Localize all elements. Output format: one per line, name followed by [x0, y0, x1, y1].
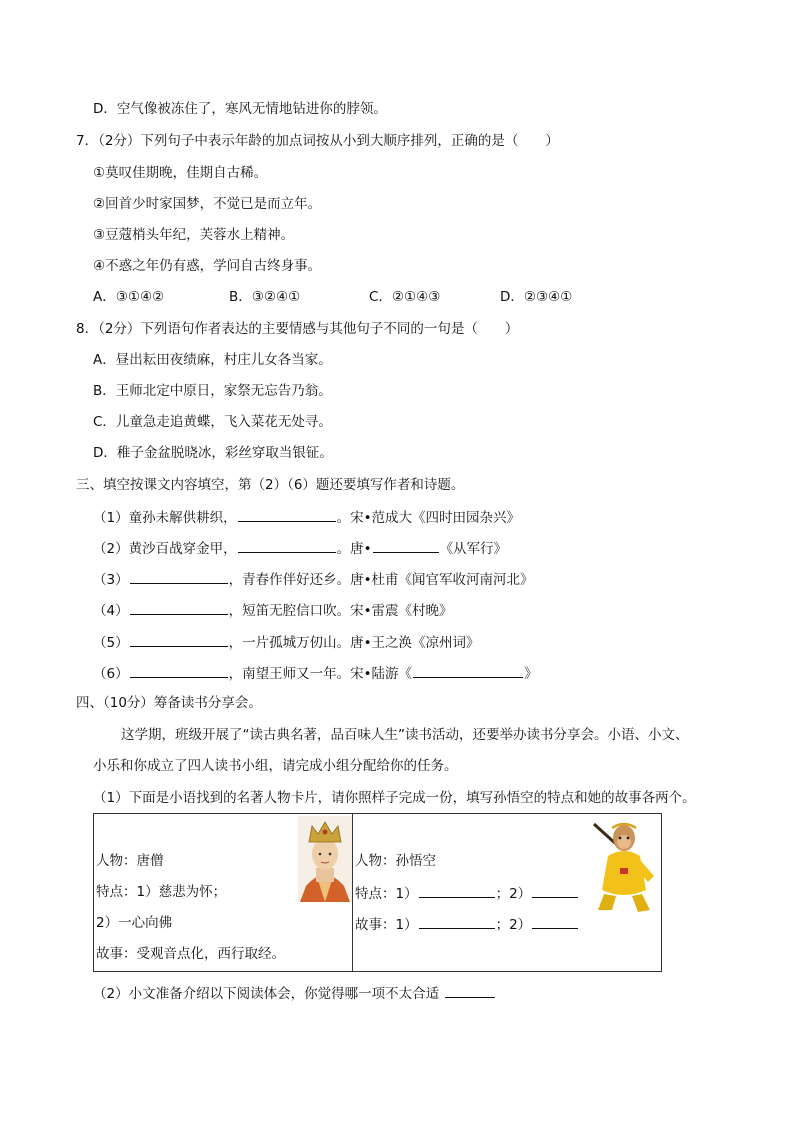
q7-stem: 7．（2分）下列句子中表示年龄的加点词按从小到大顺序排列，正确的是（ ）: [76, 133, 559, 149]
section3-heading: 三、填空按课文内容填空，第（2）（6）题还要填写作者和诗题。: [76, 477, 465, 493]
q7-option-b[interactable]: B．③②④①: [229, 289, 301, 305]
fill-item-3: （3） ，青春作伴好还乡。唐•杜甫《闻官军收河南河北》: [93, 569, 534, 589]
card-sunwukong-name: 人物：孙悟空: [355, 853, 436, 869]
q7-item-4: ④不惑之年仍有惑，学问自古终身事。: [93, 258, 322, 274]
fill-blank-6-title[interactable]: [413, 663, 523, 678]
sunwukong-story-blank-1[interactable]: [419, 914, 495, 929]
card-tangseng-trait-2: 2）一心向佛: [96, 915, 173, 931]
q8-option-c[interactable]: C．儿童急走追黄蝶，飞入菜花无处寻。: [93, 414, 332, 430]
fill-item-5: （5） ，一片孤城万仞山。唐•王之涣《凉州词》: [93, 632, 480, 652]
q7-option-c[interactable]: C．②①④③: [369, 289, 441, 305]
q6-option-d: D．空气像被冻住了，寒风无情地钻进你的脖领。: [93, 101, 387, 117]
card-divider: [352, 814, 353, 971]
fill-blank-1[interactable]: [238, 507, 336, 522]
card-tangseng-story: 故事：受观音点化，西行取经。: [96, 946, 285, 962]
card-tangseng-trait-1: 特点：1）慈悲为怀；: [96, 884, 227, 900]
section4-q2-answer-blank[interactable]: [445, 983, 495, 998]
section4-q2: （2）小文准备介绍以下阅读体会，你觉得哪一项不太合适: [93, 983, 496, 1003]
sunwukong-story-blank-2[interactable]: [532, 914, 578, 929]
fill-item-6: （6） ，南望王师又一年。宋•陆游《 》: [93, 663, 538, 683]
fill-blank-2-author[interactable]: [373, 538, 439, 553]
fill-blank-6[interactable]: [130, 663, 228, 678]
card-sunwukong-traits: 特点：1） ；2）: [355, 883, 579, 903]
tangseng-portrait: [298, 816, 352, 902]
sunwukong-trait-blank-2[interactable]: [532, 883, 578, 898]
fill-blank-2a[interactable]: [238, 538, 336, 553]
fill-item-1: （1）童孙未解供耕织， 。宋•范成大《四时田园杂兴》: [93, 507, 520, 527]
q8-option-a[interactable]: A．昼出耘田夜绩麻，村庄儿女各当家。: [93, 352, 332, 368]
q7-item-2: ②回首少时家国梦，不觉已是而立年。: [93, 196, 322, 212]
sunwukong-portrait: [590, 816, 658, 914]
section4-para-line-2: 小乐和你成立了四人读书小组，请完成小组分配给你的任务。: [93, 758, 458, 774]
q7-option-d[interactable]: D．②③④①: [500, 289, 573, 305]
fill-blank-4[interactable]: [130, 600, 228, 615]
q8-stem: 8．（2分）下列语句作者表达的主要情感与其他句子不同的一句是（ ）: [76, 321, 519, 337]
q8-option-b[interactable]: B．王师北定中原日，家祭无忘告乃翁。: [93, 383, 332, 399]
q7-item-1: ①莫叹佳期晚，佳期自古稀。: [93, 165, 268, 181]
q8-option-d[interactable]: D．稚子金盆脱晓冰，彩丝穿取当银钲。: [93, 445, 333, 461]
sunwukong-trait-blank-1[interactable]: [419, 883, 495, 898]
fill-item-2: （2）黄沙百战穿金甲， 。唐• 《从军行》: [93, 538, 507, 558]
q7-option-a[interactable]: A．③①④②: [93, 289, 165, 305]
section4-q1: （1）下面是小语找到的名著人物卡片，请你照样子完成一份，填写孙悟空的特点和她的故事各两个。: [93, 790, 696, 806]
section4-para-line-1: 这学期，班级开展了“读古典名著，品百味人生”读书活动，还要举办读书分享会。小语、小文、: [121, 727, 689, 743]
fill-blank-5[interactable]: [130, 632, 228, 647]
fill-item-4: （4） ，短笛无腔信口吹。宋•雷震《村晚》: [93, 600, 453, 620]
q7-item-3: ③豆蔻梢头年纪，芙蓉水上精神。: [93, 227, 295, 243]
fill-blank-3[interactable]: [130, 569, 228, 584]
section4-heading: 四、（10分）筹备读书分享会。: [76, 695, 262, 711]
card-sunwukong-stories: 故事：1） ；2）: [355, 914, 579, 934]
card-tangseng-name: 人物：唐僧: [96, 853, 164, 869]
